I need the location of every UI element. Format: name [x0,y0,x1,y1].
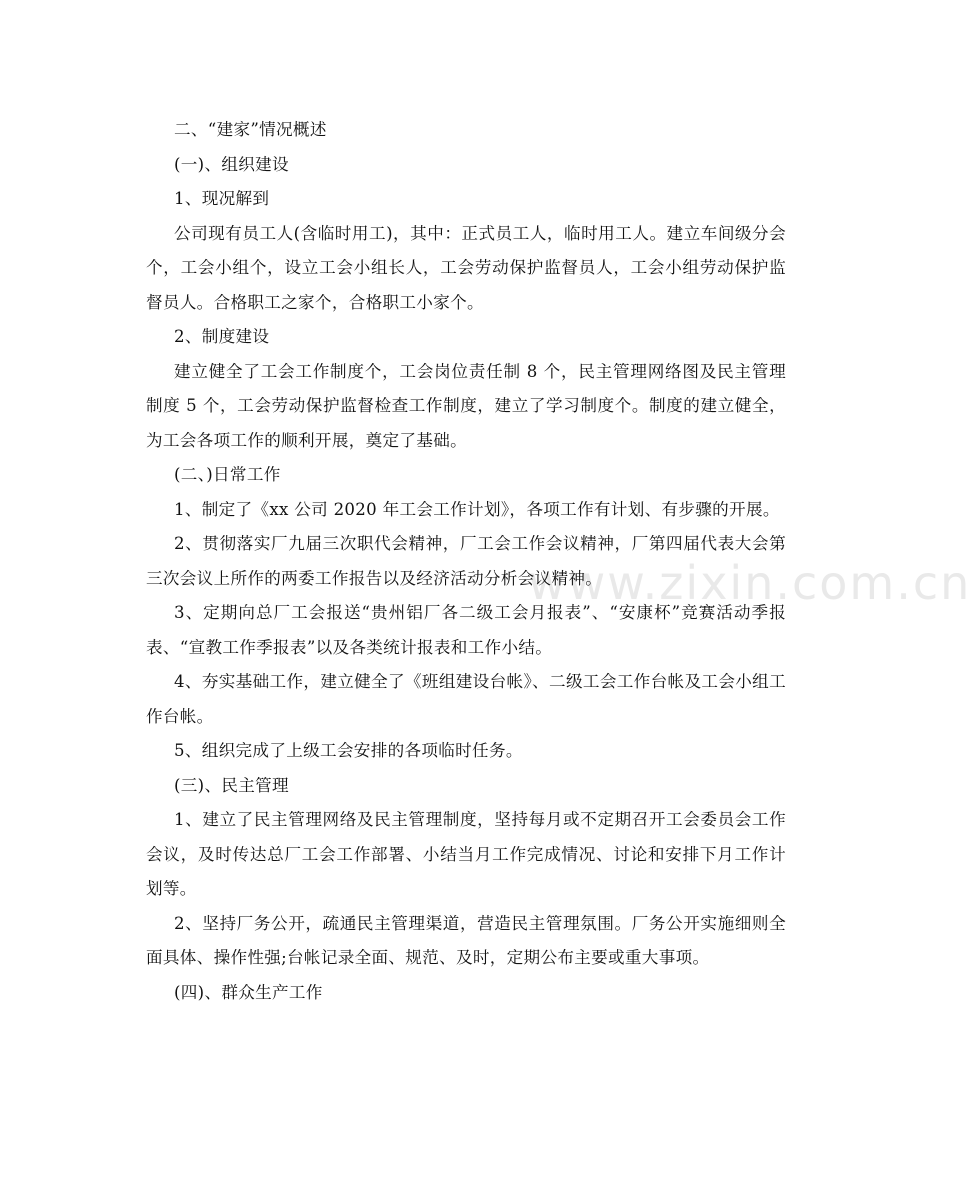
item-heading-status: 1、现况解到 [174,189,270,208]
subsection-heading-daily-work: (二、)日常工作 [174,465,281,484]
section-heading-overview: 二、“建家”情况概述 [174,120,327,139]
paragraph-democratic-2: 2、坚持厂务公开，疏通民主管理渠道，营造民主管理氛围。厂务公开实施细则全面具体、操作性强;台帐记录全面、规范、及时，定期公布主要或重大事项。 [146,913,786,967]
subsection-heading-democratic: (三)、民主管理 [174,775,289,795]
paragraph-daily-4: 4、夯实基础工作，建立健全了《班组建设台帐》、二级工会工作台帐及工会小组工作台帐。 [146,672,786,726]
document-body [146,113,786,1010]
paragraph-daily-1: 1、制定了《xx 公司 2020 年工会工作计划》，各项工作有计划、有步骤的开展。 [174,499,780,519]
subsection-heading-organization: (一)、组织建设 [174,154,289,174]
paragraph-democratic-1: 1、建立了民主管理网络及民主管理制度，坚持每月或不定期召开工会委员会工作会议，及时传达总厂工会工作部署、小结当月工作完成情况、讨论和安排下月工作计划等。 [146,810,786,898]
paragraph-daily-3: 3、定期向总厂工会报送“贵州铝厂各二级工会月报表”、“安康杯”竞赛活动季报表、“宣教工作季报表”以及各类统计报表和工作小结。 [146,603,786,657]
item-heading-system: 2、制度建设 [174,327,270,346]
paragraph-system: 建立健全了工会工作制度个，工会岗位责任制 8 个，民主管理网络图及民主管理制度 5 个，工会劳动保护监督检查工作制度，建立了学习制度个。制度的建立健全，为工会各项工作的顺利开展，奠定了基础。 [146,361,786,450]
paragraph-daily-5: 5、组织完成了上级工会安排的各项临时任务。 [174,741,523,760]
paragraph-status: 公司现有员工人(含临时用工)，其中：正式员工人，临时用工人。建立车间级分会个，工会小组个，设立工会小组长人，工会劳动保护监督员人，工会小组劳动保护监督员人。合格职工之家个，合格职工小家个。 [146,223,786,312]
watermark: www.zixin.com.cn [528,556,971,610]
paragraph-daily-2: 2、贯彻落实厂九届三次职代会精神，厂工会工作会议精神，厂第四届代表大会第三次会议上所作的两委工作报告以及经济活动分析会议精神。 [146,534,786,588]
subsection-heading-production: (四)、群众生产工作 [174,982,323,1002]
